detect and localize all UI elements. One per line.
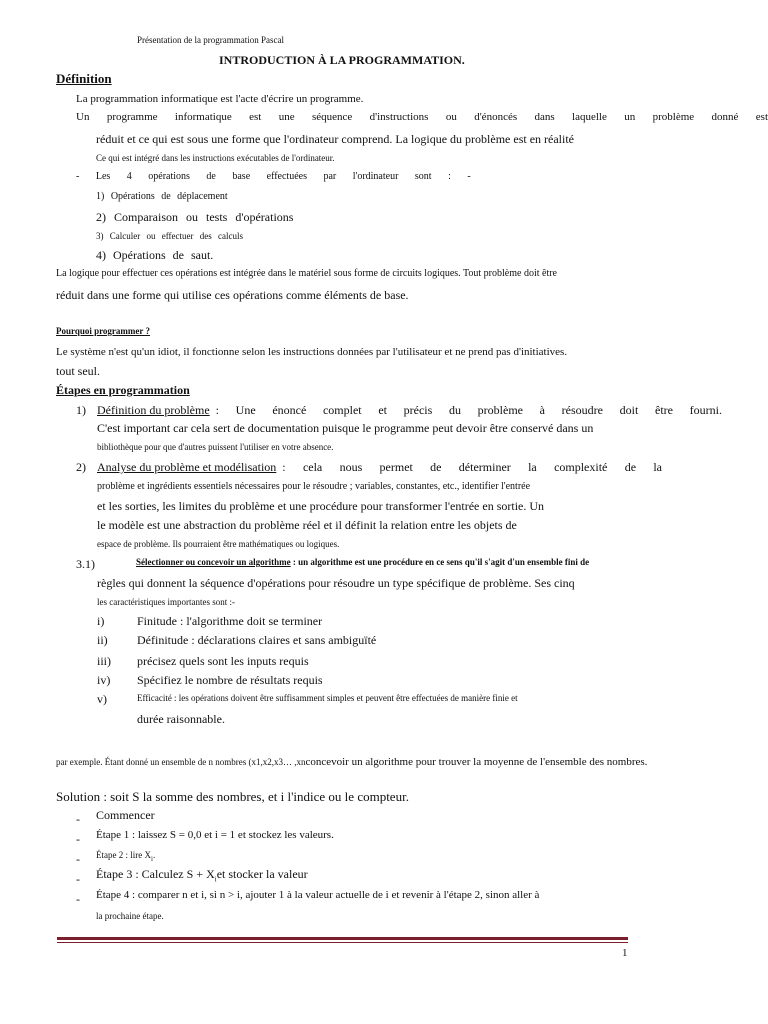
- footer-rule: [57, 937, 628, 940]
- step-2-line-1: [97, 461, 662, 475]
- step-2-line-2: problème et ingrédients essentiels nécessaires pour le résoudre ; variables, constantes, etc., identifier l'entrée: [97, 481, 531, 492]
- step-1-number: 1): [76, 403, 86, 417]
- step-1-line-3: bibliothèque pour que d'autres puissent l'utiliser en votre absence.: [97, 442, 334, 452]
- step-3-line-3: les caractéristiques importantes sont :-: [97, 597, 235, 607]
- characteristic-text: précisez quels sont les inputs requis: [137, 654, 309, 668]
- example-text: concevoir un algorithme pour trouver la moyenne de l'ensemble des nombres.: [305, 756, 648, 768]
- bullet: -: [76, 852, 80, 866]
- solution-step: Commencer: [96, 808, 155, 822]
- operation-item: 1) Opérations de déplacement: [96, 191, 228, 202]
- characteristic-number: iv): [97, 673, 111, 687]
- definition-line-3: réduit et ce qui est sous une forme que l'ordinateur comprend. La logique du problème est en réalité: [96, 132, 575, 146]
- step-1-line-1: [97, 404, 722, 418]
- why-line-1: Le système n'est qu'un idiot, il fonctionne selon les instructions données par l'utilisateur et ne prend pas d'initiatives.: [56, 346, 568, 358]
- step-1-title: Définition du problème: [97, 403, 210, 417]
- step-2-number: 2): [76, 460, 86, 474]
- definition-line-1: La programmation informatique est l'acte d'écrire un programme.: [76, 93, 364, 105]
- why-heading: Pourquoi programmer ?: [56, 326, 150, 336]
- page-title: INTRODUCTION À LA PROGRAMMATION.: [219, 53, 465, 67]
- solution-step: Étape 2 : lire $X_i$.: [96, 850, 156, 863]
- step-2-line-3: et les sorties, les limites du problème et une procédure pour transformer l'entrée en sortie. Un: [97, 499, 545, 513]
- operation-item: 4) Opérations de saut.: [96, 248, 214, 262]
- bullet: -: [76, 892, 80, 906]
- bullet: -: [76, 872, 80, 886]
- logic-line-2: réduit dans une forme qui utilise ces opérations comme éléments de base.: [56, 288, 409, 302]
- step-1-line-2: C'est important car cela sert de documentation puisque le programme peut devoir être conservé dans un: [97, 421, 594, 435]
- step-1-text: : Une énoncé complet et précis du problème à résoudre doit être fourni.: [215, 403, 722, 417]
- characteristic-text: Finitude : l'algorithme doit se terminer: [137, 614, 323, 628]
- logic-line-1: La logique pour effectuer ces opérations est intégrée dans le matériel sous forme de circuits logiques. Tout problème doit être: [56, 268, 557, 279]
- characteristic-text: Efficacité : les opérations doivent être suffisamment simples et peuvent être effectuées de manière finie et: [137, 693, 518, 703]
- solution-step: Étape 1 : laissez S = 0,0 et i = 1 et stockez les valeurs.: [96, 829, 334, 841]
- characteristic-number: v): [97, 692, 107, 706]
- page-number: 1: [622, 947, 628, 959]
- characteristic-number: ii): [97, 633, 108, 647]
- step-3-title: Sélectionner ou concevoir un algorithme: [136, 557, 291, 567]
- why-line-2: tout seul.: [56, 364, 100, 378]
- operation-item: 3) Calculer ou effectuer des calculs: [96, 231, 244, 241]
- example-intro: par exemple. Étant donné un ensemble de n nombres (x: [56, 757, 256, 767]
- characteristic-number: i): [97, 614, 105, 628]
- solution-step: Étape 3 : Calculez $S + X_iet$ stocker la valeur: [96, 867, 308, 884]
- running-title: Présentation de la programmation Pascal: [137, 35, 284, 45]
- operations-intro: - Les 4 opérations de base effectuées par l'ordinateur sont : -: [76, 171, 471, 182]
- characteristic-text-continued: durée raisonnable.: [137, 712, 225, 726]
- bullet: -: [76, 832, 80, 846]
- characteristic-text: Spécifiez le nombre de résultats requis: [137, 673, 323, 687]
- step-2-text: : cela nous permet de déterminer la complexité de la: [282, 460, 662, 474]
- solution-intro: Solution : soit S la somme des nombres, et i l'indice ou le compteur.: [56, 789, 409, 804]
- definition-heading: Définition: [56, 71, 112, 86]
- step-3-text: : un algorithme est une procédure en ce sens qu'il s'agit d'un ensemble fini de: [292, 557, 590, 567]
- step-2-line-5: espace de problème. Ils pourraient être mathématiques ou logiques.: [97, 539, 340, 549]
- definition-line-4: Ce qui est intégré dans les instructions exécutables de l'ordinateur.: [96, 153, 335, 163]
- step-3-number: 3.1): [76, 557, 95, 571]
- characteristic-number: iii): [97, 654, 111, 668]
- solution-step: Étape 4 : comparer n et i, si n > i, ajouter 1 à la valeur actuelle de i et revenir à l'étape 2, sinon aller à: [96, 889, 540, 901]
- definition-line-2: Un programme informatique est une séquence d'instructions ou d'énoncés dans laquelle un problème donné est: [76, 111, 768, 123]
- characteristic-text: Définitude : déclarations claires et sans ambiguïté: [137, 633, 377, 647]
- step-2-line-4: le modèle est une abstraction du problème réel et il définit la relation entre les objets de: [97, 518, 517, 532]
- step-2-title: Analyse du problème et modélisation: [97, 460, 277, 474]
- footer-rule-thin: [57, 942, 628, 943]
- bullet: -: [76, 812, 80, 826]
- operation-item: 2) Comparaison ou tests d'opérations: [96, 210, 294, 224]
- step-3-line-2: règles qui donnent la séquence d'opérations pour résoudre un type spécifique de problème. Ses cinq: [97, 576, 575, 590]
- steps-heading: Étapes en programmation: [56, 383, 190, 397]
- solution-step-continued: la prochaine étape.: [96, 911, 164, 921]
- example-line: par exemple. Étant donné un ensemble de n nombres (x1,x2,x3… ,xnconcevoir un algorithme pour trouver la moyenne de l'ensemble des nombres.: [56, 756, 648, 768]
- step-3-line-1: [136, 557, 589, 567]
